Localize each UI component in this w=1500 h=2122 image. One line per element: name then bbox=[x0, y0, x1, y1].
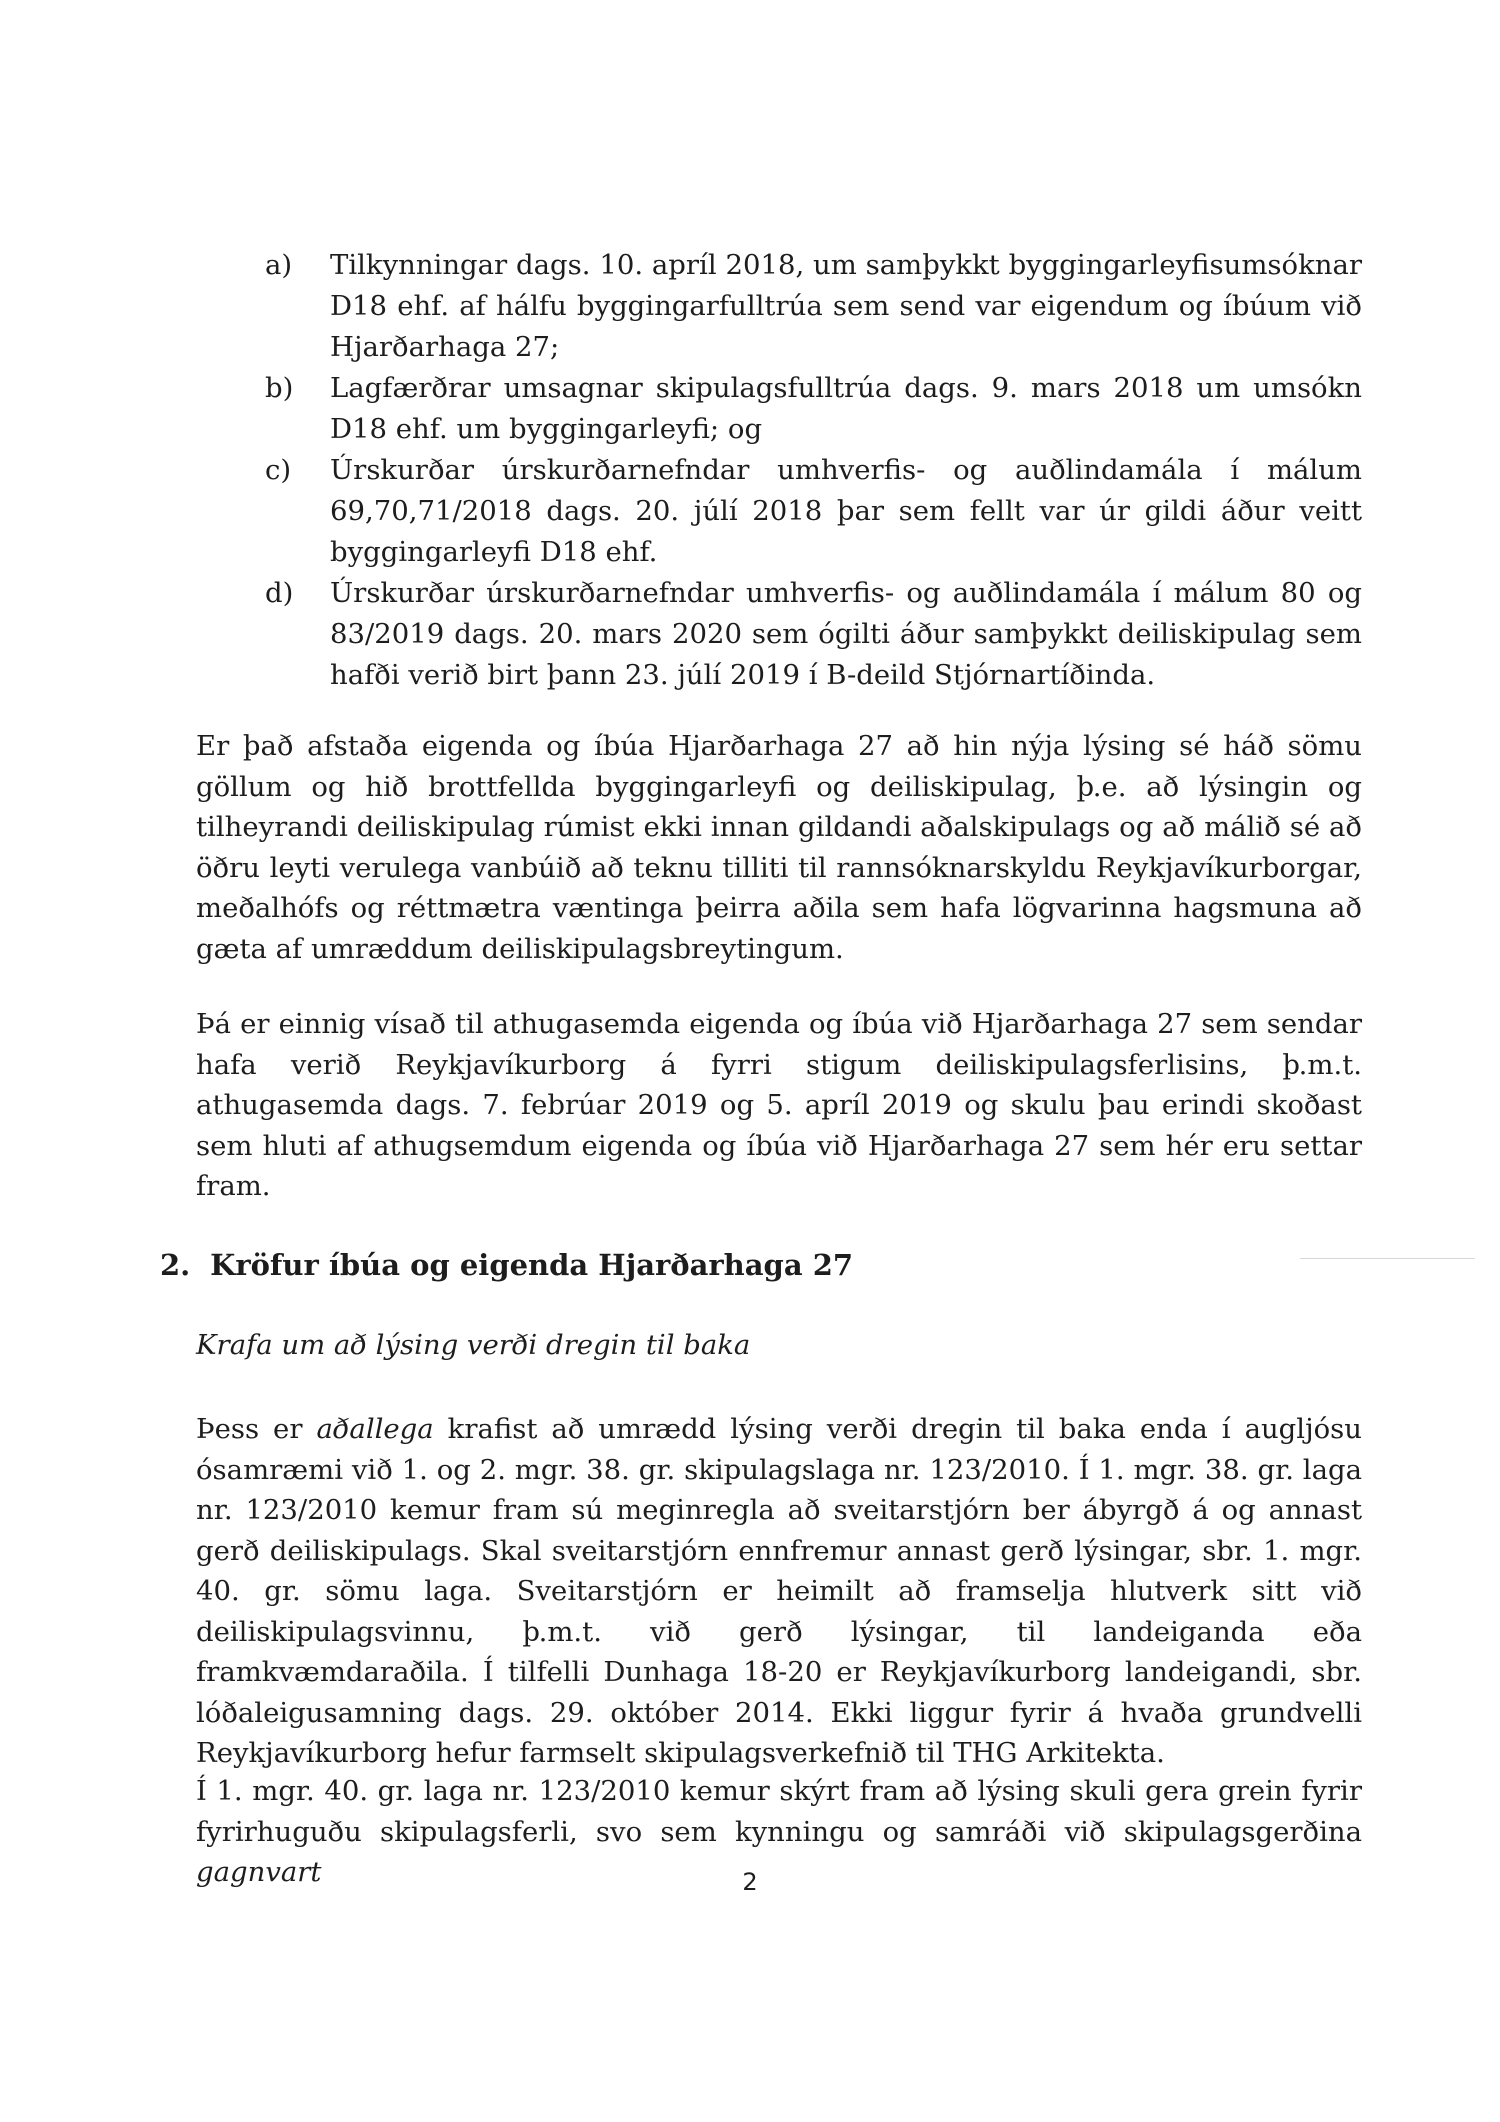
list-item bbox=[265, 368, 1362, 450]
section-number: 2. bbox=[160, 1248, 191, 1282]
emphasis-text: gagnvart bbox=[196, 1856, 322, 1888]
paragraph-prior-remarks: Þá er einnig vísað til athugasemda eigenda og íbúa við Hjarðarhaga 27 sem sendar hafa verið Reykjavíkurborg á fyrri stigum deiliskipulagsferlisins, þ.m.t. athugasemda dags. 7. febrúar 2019 og 5. apríl 2019 og skulu þau erindi skoðast sem hluti af athugsemdum eigenda og íbúa við Hjarðarhaga 27 sem hér eru settar fram. bbox=[196, 1008, 1362, 1202]
section-title: Kröfur íbúa og eigenda Hjarðarhaga 27 bbox=[210, 1248, 854, 1282]
list-marker: d) bbox=[265, 577, 294, 609]
list-item bbox=[265, 450, 1362, 573]
list-item-text: Lagfærðrar umsagnar skipulagsfulltrúa dags. 9. mars 2018 um umsókn D18 ehf. um byggingarleyfi; og bbox=[330, 372, 1362, 445]
list-item-text: Úrskurðar úrskurðarnefndar umhverfis- og auðlindamála í málum 80 og 83/2019 dags. 20. mars 2020 sem ógilti áður samþykkt deiliskipulag sem hafði verið birt þann 23. júlí 2019 í B-deild Stjórnartíðinda. bbox=[330, 577, 1362, 691]
list-item bbox=[265, 245, 1362, 368]
paragraph-position: Er það afstaða eigenda og íbúa Hjarðarhaga 27 að hin nýja lýsing sé háð sömu göllum og hið brottfellda byggingarleyfi og deiliskipulag, þ.e. að lýsingin og tilheyrandi deiliskipulag rúmist ekki innan gildandi aðalskipulags og að málið sé að öðru leyti verulega vanbúið að teknu tilliti til rannsóknarskyldu Reykjavíkurborgar, meðalhófs og réttmætra væntinga þeirra aðila sem hafa lögvarinna hagsmuna að gæta af umræddum deiliskipulagsbreytingum. bbox=[196, 730, 1362, 965]
list-marker: c) bbox=[265, 454, 292, 486]
paragraph-text: Þess er bbox=[196, 1413, 317, 1445]
subheading: Krafa um að lýsing verði dregin til baka bbox=[196, 1329, 751, 1361]
section-heading bbox=[160, 1245, 853, 1285]
list-marker: a) bbox=[265, 249, 293, 281]
list-marker: b) bbox=[265, 372, 294, 404]
paragraph-text: krafist að umrædd lýsing verði dregin til baka enda í augljósu ósamræmi við 1. og 2. mgr. 38. gr. skipulagslaga nr. 123/2010. Í 1. mgr. 38. gr. laga nr. 123/2010 kemur fram sú meginregla að sveitarstjórn ber ábyrgð á og annast gerð deiliskipulags. Skal sveitarstjórn ennfremur annast gerð lýsingar, sbr. 1. mgr. 40. gr. sömu laga. Sveitarstjórn er heimilt að framselja hlutverk sitt við deiliskipulagsvinnu, þ.m.t. við gerð lýsingar, til landeiganda eða framkvæmdaraðila. Í tilfelli Dunhaga 18-20 er Reykjavíkurborg landeigandi, sbr. lóðaleigusamning dags. 29. október 2014. Ekki liggur fyrir á hvaða grundvelli Reykjavíkurborg hefur farmselt skipulagsverkefnið til THG Arkitekta. bbox=[196, 1413, 1362, 1769]
paragraph-main-claim bbox=[196, 1409, 1362, 1774]
page-number: 2 bbox=[742, 1868, 758, 1896]
reference-list bbox=[265, 245, 1362, 696]
list-item-text: Tilkynningar dags. 10. apríl 2018, um samþykkt byggingarleyfisumsóknar D18 ehf. af hálfu byggingarfulltrúa sem send var eigendum og íbúum við Hjarðarhaga 27; bbox=[330, 249, 1362, 363]
paragraph-text: Í 1. mgr. 40. gr. laga nr. 123/2010 kemur skýrt fram að lýsing skuli gera grein fyrir fyrirhuguðu skipulagsferli, svo sem kynningu og samráði við skipulagsgerðina bbox=[196, 1775, 1362, 1848]
emphasis-text: aðallega bbox=[316, 1413, 434, 1445]
scan-artifact-line bbox=[1300, 1258, 1475, 1259]
list-item bbox=[265, 573, 1362, 696]
list-item-text: Úrskurðar úrskurðarnefndar umhverfis- og auðlindamála í málum 69,70,71/2018 dags. 20. júlí 2018 þar sem fellt var úr gildi áður veitt byggingarleyfi D18 ehf. bbox=[330, 454, 1362, 568]
